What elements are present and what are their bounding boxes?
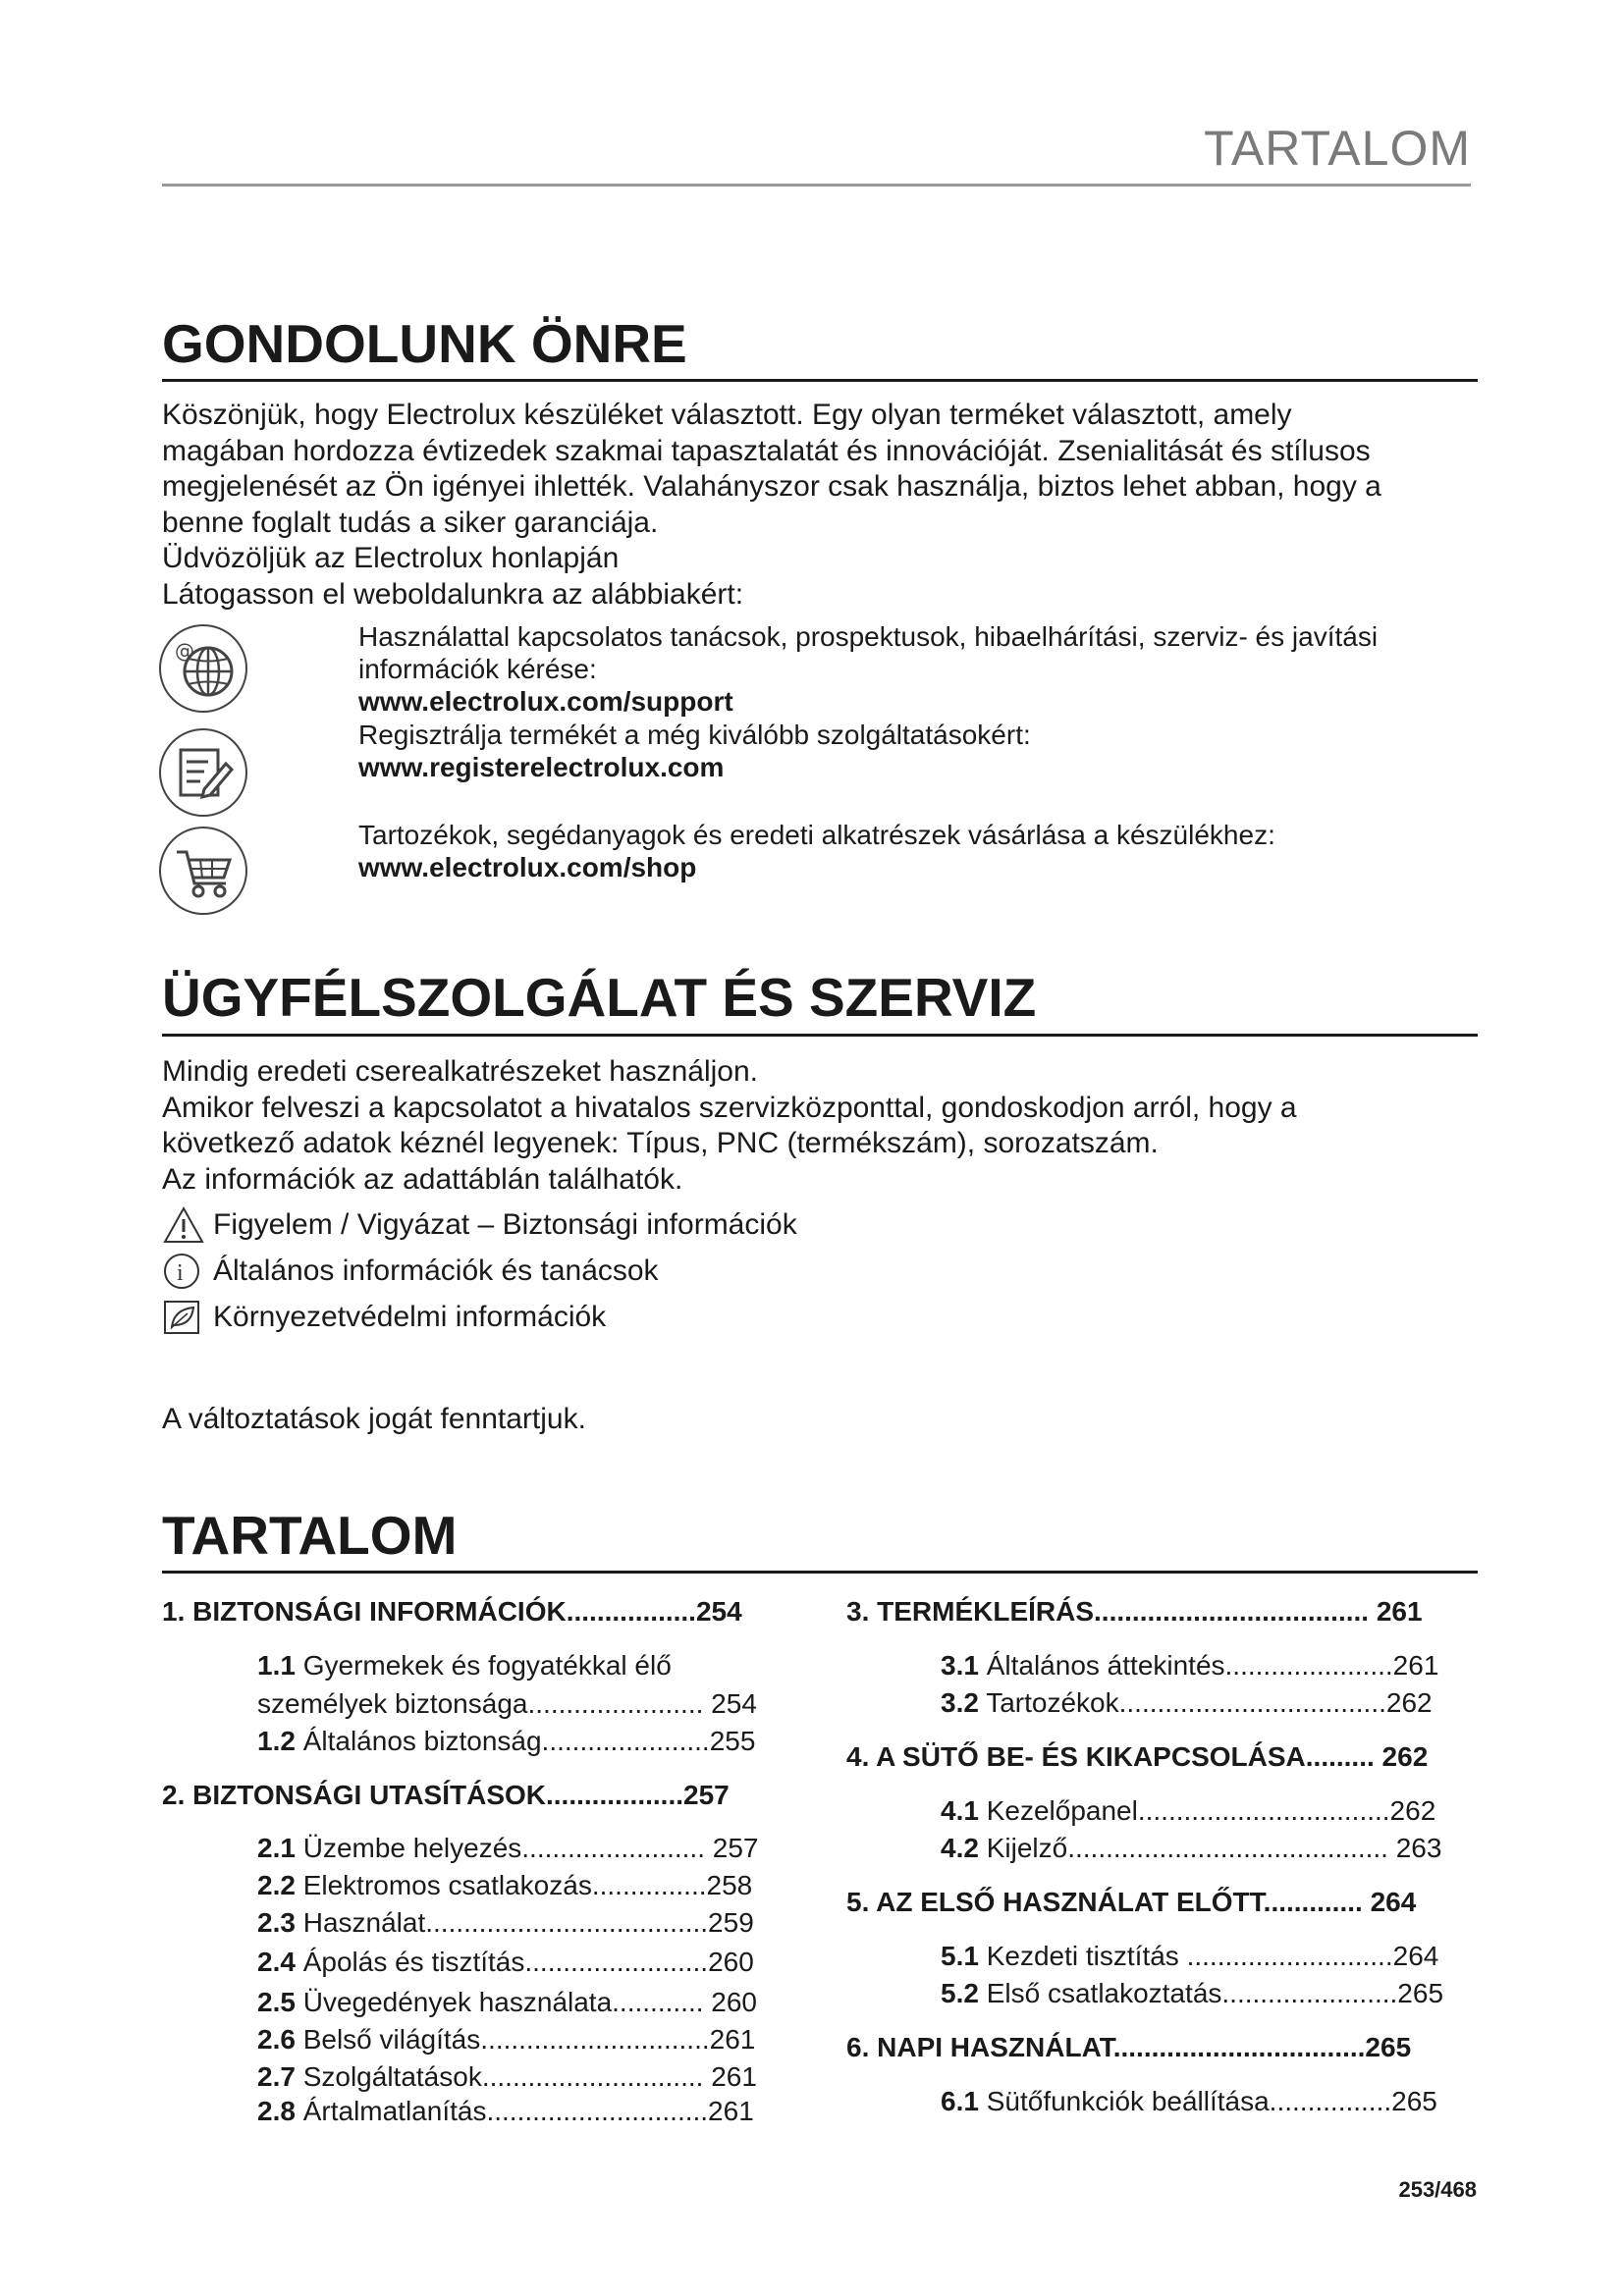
toc-number: 5.2 — [941, 1978, 979, 2008]
toc-item[interactable] — [257, 1869, 752, 1902]
toc-item[interactable] — [257, 1832, 758, 1865]
environment-icon — [162, 1298, 205, 1337]
toc-text: Tartozékok...................................262 — [978, 1687, 1433, 1718]
toc-item[interactable] — [257, 1725, 755, 1758]
toc-chapter[interactable] — [846, 1740, 1428, 1774]
running-header: TARTALOM — [1204, 121, 1471, 176]
register-url-link[interactable]: www.registerelectrolux.com — [358, 752, 725, 782]
toc-text: Elektromos csatlakozás...............258 — [295, 1870, 753, 1900]
toc-number: 2.3 — [257, 1907, 296, 1938]
shop-description: Tartozékok, segédanyagok és eredeti alkatrészek vásárlása a készülékhez: — [358, 820, 1275, 850]
toc-text: Szolgáltatások............................. 261 — [295, 2061, 757, 2092]
intro-line: Üdvözöljük az Electrolux honlapján — [162, 542, 620, 574]
toc-item[interactable] — [941, 1794, 1435, 1828]
toc-chapter[interactable] — [162, 1779, 730, 1812]
toc-item[interactable] — [941, 2085, 1437, 2118]
section-rule — [162, 1034, 1478, 1037]
legend-label: Általános információk és tanácsok — [213, 1255, 659, 1287]
toc-item[interactable] — [941, 1940, 1438, 1973]
intro-line: Látogasson el weboldalunkra az alábbiakért: — [162, 577, 744, 611]
toc-text: Ápolás és tisztítás........................260 — [295, 1947, 754, 1977]
section-heading-ugyfelszolgalat: ÜGYFÉLSZOLGÁLAT ÉS SZERVIZ — [162, 967, 1037, 1028]
toc-text: Ártalmatlanítás.............................261 — [295, 2096, 754, 2126]
toc-item[interactable] — [941, 1977, 1443, 2010]
toc-text: 1. BIZTONSÁGI INFORMÁCIÓK.................254 — [162, 1596, 742, 1627]
info-icon — [162, 1252, 205, 1291]
register-icon — [157, 726, 249, 819]
toc-text: Kezdeti tisztítás ...........................264 — [978, 1941, 1439, 1971]
toc-text: Első csatlakoztatás.......................265 — [978, 1978, 1444, 2008]
toc-number: 2.4 — [257, 1947, 296, 1977]
intro-line: benne foglalt tudás a siker garanciája. — [162, 506, 659, 539]
legend-info — [162, 1252, 659, 1291]
toc-number: 4.1 — [941, 1795, 979, 1826]
toc-text: 6. NAPI HASZNÁLAT.................................265 — [846, 2032, 1412, 2062]
toc-number: 5.1 — [941, 1941, 979, 1971]
toc-number: 2.7 — [257, 2061, 296, 2092]
legend-label: Környezetvédelmi információk — [213, 1301, 607, 1333]
toc-chapter[interactable] — [162, 1595, 742, 1629]
toc-text: Sütőfunkciók beállítása................265 — [978, 2086, 1437, 2116]
toc-item[interactable] — [257, 2095, 754, 2128]
toc-number: 1.1 — [257, 1650, 296, 1681]
toc-number: 4.2 — [941, 1833, 979, 1863]
toc-number: 2.2 — [257, 1870, 296, 1900]
register-description: Regisztrálja termékét a még kiválóbb szolgáltatásokért: — [358, 720, 1031, 750]
support-link-block — [358, 620, 1478, 718]
support-description: információk kérése: — [358, 654, 597, 684]
intro-line: magában hordozza évtizedek szakmai tapasztalatát és innovációját. Zsenialitását és stílusos — [162, 434, 1371, 467]
toc-text: 3. TERMÉKLEÍRÁS.................................... 261 — [846, 1596, 1423, 1627]
toc-text: Kezelőpanel.................................262 — [978, 1795, 1436, 1826]
toc-text: Kijelző.......................................... 263 — [978, 1833, 1442, 1863]
svg-text:i: i — [177, 1260, 184, 1286]
section-rule — [162, 379, 1478, 382]
intro-paragraph — [162, 398, 1478, 613]
toc-chapter[interactable] — [846, 1595, 1423, 1629]
toc-item[interactable] — [257, 2023, 755, 2056]
toc-text: Használat.....................................259 — [295, 1907, 754, 1938]
toc-text: személyek biztonsága....................... 254 — [257, 1688, 757, 1719]
toc-text: Üvegedények használata............ 260 — [295, 1987, 758, 2017]
page-number: 253/468 — [1398, 2177, 1477, 2202]
toc-text: Általános biztonság......................255 — [295, 1726, 756, 1756]
intro-line: megjelenését az Ön igényei ihlették. Valahányszor csak használja, biztos lehet abban, hogy a — [162, 470, 1381, 503]
intro-line: Köszönjük, hogy Electrolux készüléket választott. Egy olyan terméket választott, amely — [162, 399, 1292, 431]
toc-number: 2.1 — [257, 1833, 296, 1863]
toc-number: 6.1 — [941, 2086, 979, 2116]
service-line: Az információk az adattáblán találhatók. — [162, 1162, 683, 1196]
toc-chapter[interactable] — [846, 2031, 1411, 2064]
toc-heading: TARTALOM — [162, 1505, 458, 1566]
toc-number: 2.8 — [257, 2096, 296, 2126]
toc-text: Gyermekek és fogyatékkal élő — [295, 1650, 672, 1681]
support-description: Használattal kapcsolatos tanácsok, prospektusok, hibaelhárítási, szerviz- és javítási — [358, 621, 1379, 652]
toc-number: 3.1 — [941, 1650, 979, 1681]
toc-item[interactable] — [257, 1906, 754, 1940]
toc-item[interactable] — [941, 1649, 1438, 1682]
toc-number: 3.2 — [941, 1687, 979, 1718]
section-heading-gondolunk: GONDOLUNK ÖNRE — [162, 313, 687, 374]
toc-item[interactable] — [257, 1986, 757, 2019]
cart-icon — [157, 825, 249, 917]
service-paragraph — [162, 1054, 1478, 1198]
svg-text:@: @ — [175, 639, 194, 663]
legend-environment — [162, 1298, 606, 1337]
service-line: következő adatok kéznél legyenek: Típus, PNC (termékszám), sorozatszám. — [162, 1127, 1159, 1159]
shop-link-block — [358, 819, 1478, 883]
toc-text: 2. BIZTONSÁGI UTASÍTÁSOK..................257 — [162, 1780, 730, 1810]
header-rule — [162, 184, 1471, 187]
toc-number: 2.5 — [257, 1987, 296, 2017]
section-rule — [162, 1571, 1478, 1574]
toc-item[interactable] — [257, 1946, 754, 1979]
toc-number: 1.2 — [257, 1726, 296, 1756]
toc-text: 4. A SÜTŐ BE- ÉS KIKAPCSOLÁSA......... 262 — [846, 1741, 1429, 1772]
toc-item[interactable] — [941, 1832, 1441, 1865]
shop-url-link[interactable]: www.electrolux.com/shop — [358, 852, 697, 882]
register-link-block — [358, 719, 1478, 783]
toc-text: Általános áttekintés......................261 — [978, 1650, 1439, 1681]
support-url-link[interactable]: www.electrolux.com/support — [358, 686, 733, 717]
service-line: Mindig eredeti cserealkatrészeket használjon. — [162, 1055, 758, 1088]
toc-text: Belső világítás..............................261 — [295, 2024, 756, 2055]
warning-icon — [162, 1205, 205, 1245]
legend-label: Figyelem / Vigyázat – Biztonsági információk — [213, 1208, 797, 1241]
legend-warning — [162, 1205, 797, 1245]
service-line: Amikor felveszi a kapcsolatot a hivatalos szervizközponttal, gondoskodjon arról, hogy a — [162, 1091, 1297, 1124]
toc-item[interactable] — [257, 1649, 672, 1682]
toc-item-continued[interactable] — [257, 1687, 757, 1721]
toc-number: 2.6 — [257, 2024, 296, 2055]
toc-item[interactable] — [257, 2060, 757, 2094]
globe-icon — [157, 622, 249, 715]
toc-text: Üzembe helyezés........................ 257 — [295, 1833, 759, 1863]
toc-chapter[interactable] — [846, 1886, 1416, 1919]
toc-text: 5. AZ ELSŐ HASZNÁLAT ELŐTT............. 264 — [846, 1887, 1417, 1917]
toc-item[interactable] — [941, 1686, 1433, 1720]
change-note: A változtatások jogát fenntartjuk. — [162, 1403, 586, 1435]
